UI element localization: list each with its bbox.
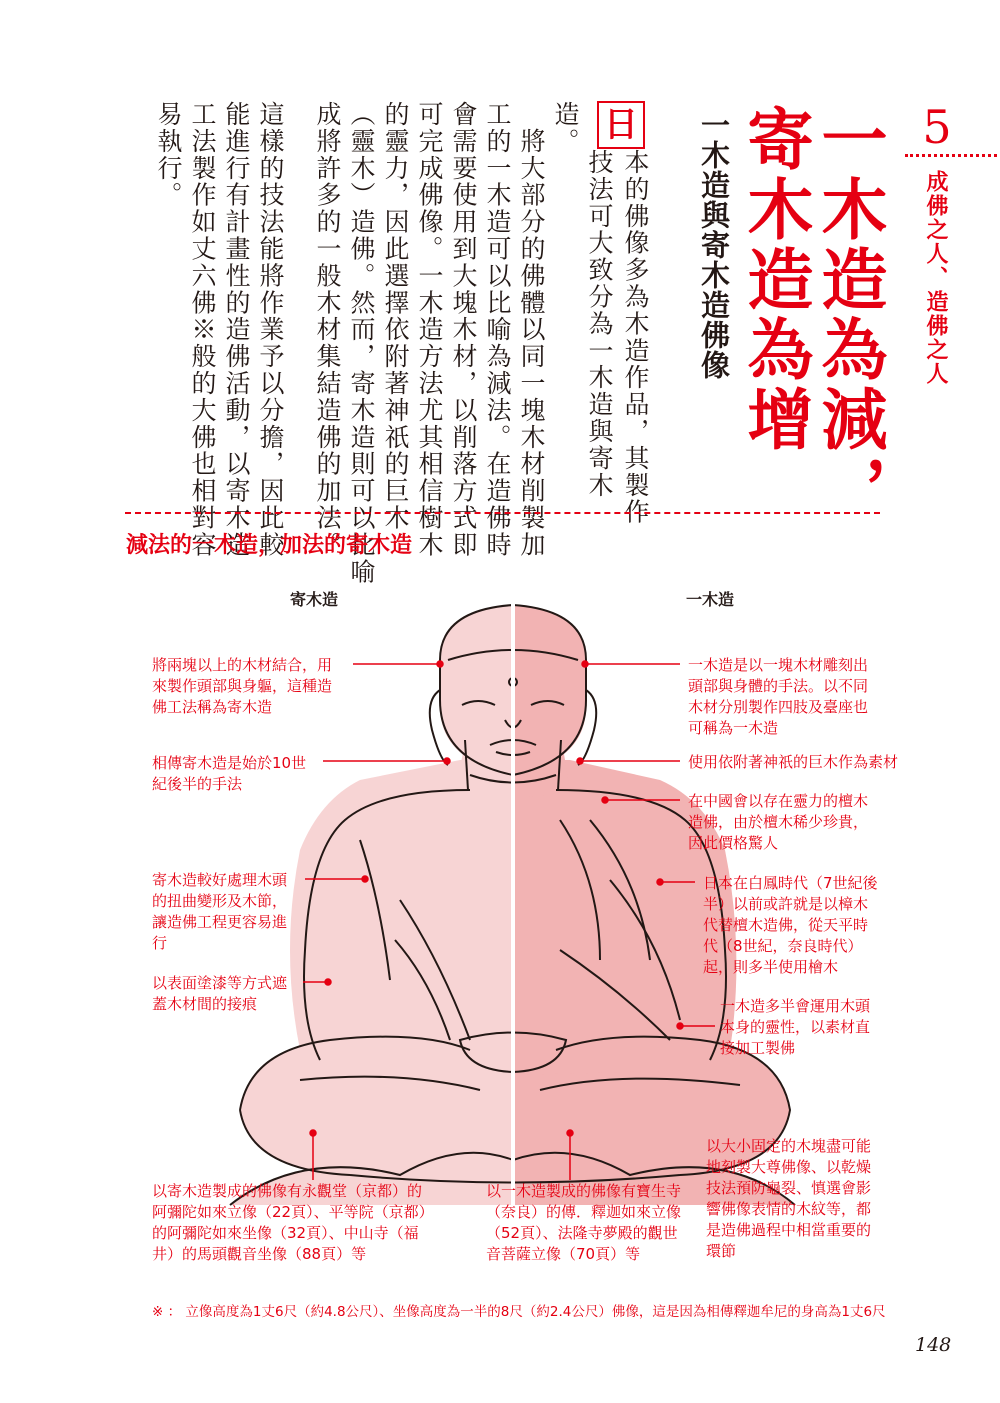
figure-title: 減法的一木造，加法的寄木造 [126,533,413,558]
body-column: 會需要使用到大塊木材，以削落方式即 [449,101,478,559]
body-column: 這樣的技法能將作業予以分擔，因此較 [256,101,285,559]
right-callout: 日本在白鳳時代（7世紀後 半）以前或許就是以樟木 代替檀木造佛，從天平時 代（8世紀，奈良時代） 起，則多半使用檜木 [703,874,878,976]
left-callout: 以表面塗漆等方式遮 蓋木材間的接痕 [152,974,288,1013]
body-column: 將大部分的佛體以同一塊木材削製加 [517,101,546,559]
page-number: 148 [915,1334,952,1356]
bottom-callout-ichiboku: 以一木造製成的佛像有寶生寺 （奈良）的傳．釋迦如來立像 （52頁）、法隆寺夢殿的觀世 音菩薩立像（70頁）等 [486,1182,682,1263]
page-title-line-2: 寄木造為增 [736,105,813,455]
chapter-label: 成佛之人、造佛之人 [923,170,948,386]
bottom-callout-yosegi: 以寄木造製成的佛像有永觀堂（京都）的 阿彌陀如來立像（22頁）、平等院（京都） 的阿彌陀如來坐像（32頁）、中山寺（福 井）的馬頭觀音坐像（88頁）等 [152,1182,434,1263]
left-callout: 將兩塊以上的木材結合，用 來製作頭部與身軀，這種造 佛工法稱為寄木造 [152,656,333,716]
page-title-line-1: 一木造為減， [810,105,887,525]
body-column: 工法製作如丈六佛※般的大佛也相對容 [188,101,217,559]
right-callout: 在中國會以存在靈力的檀木 造佛，由於檀木稀少珍貴， 因此價格驚人 [688,792,869,852]
body-column: 可完成佛像。一木造方法尤其相信樹木 [415,101,444,559]
ichiboku-zukuri-heading: 一木造 [686,590,735,609]
body-column: 技法可大致分為一木造與寄木 [585,149,614,499]
chapter-number: 5 [922,100,952,154]
right-callout: 一木造多半會運用木頭 本身的靈性，以素材直 接加工製佛 [720,997,871,1057]
body-column: 工的一木造可以比喻為減法。在造佛時 [483,101,512,559]
yosegi-zukuri-heading: 寄木造 [290,590,339,609]
body-column: 成將許多的一般木材集結造佛的加法。 [313,101,342,559]
left-callout: 寄木造較好處理木頭 的扭曲變形及木節， 讓造佛工程更容易進 行 [152,871,288,952]
footnote: ※ ： 立像高度為1丈6尺（約4.8公尺）、坐像高度為一半的8尺（約2.4公尺）佛像，這是因為相傳釋迦牟尼的身高為1丈6尺 [152,1304,886,1320]
bottom-callout-process: 以大小固定的木塊盡可能 地刻製大尊佛像、以乾燥 技法預防龜裂、慎選會影 響佛像表情的木紋等，都 是造佛過程中相當重要的 環節 [706,1137,872,1260]
body-column: 的靈力，因此選擇依附著神祇的巨木 [381,101,410,532]
body-column: 造。 [551,101,580,155]
right-callout: 使用依附著神祇的巨木作為素材 [688,753,899,771]
left-callout: 相傳寄木造是始於10世 紀後半的手法 [152,754,307,793]
body-column: 本的佛像多為木造作品，其製作 [621,149,650,526]
drop-cap: 日 [597,101,645,149]
right-callout: 一木造是以一塊木材雕刻出 頭部與身體的手法。以不同 木材分別製作四肢及臺座也 可稱為一木造 [688,656,869,737]
body-column: 能進行有計畫性的造佛活動，以寄木造 [222,101,251,559]
body-column: 易執行。 [154,101,183,209]
page-subtitle: 一木造與寄木造佛像 [697,110,731,380]
body-column: （靈木）造佛。然而，寄木造則可以比喻 [347,101,376,586]
